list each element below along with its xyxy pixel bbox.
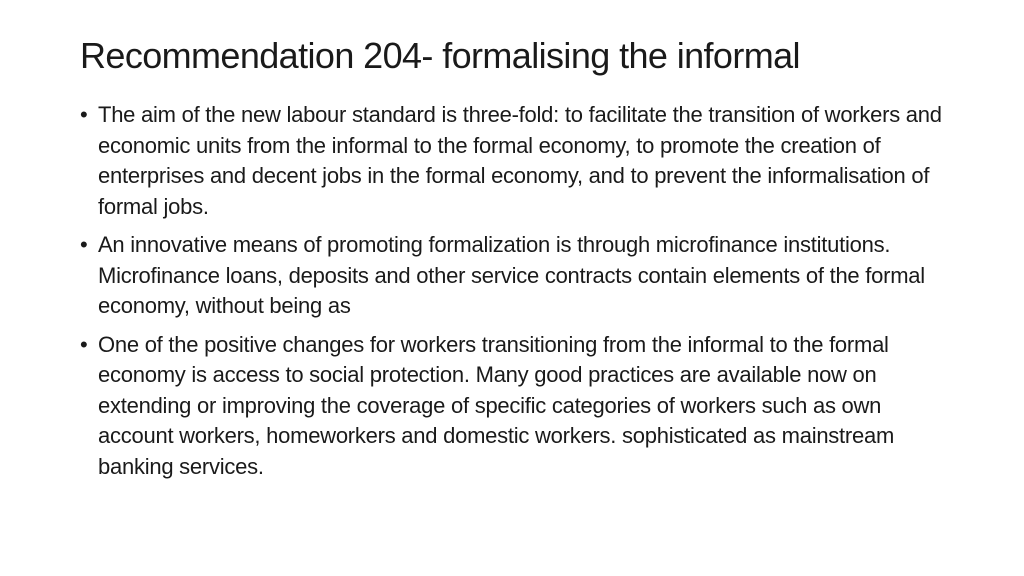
bullet-list [80, 100, 950, 490]
bullet-text: One of the positive changes for workers transitioning from the informal to the formal economy is access to social protection. Many good practices are available now on extending or improving the coverage of specific categories of workers such as own account workers, homeworkers and domestic workers. sophisticated as mainstream banking services. [98, 331, 895, 479]
bullet-icon: • [80, 331, 88, 357]
bullet-icon: • [80, 102, 88, 127]
bullet-icon: • [80, 232, 88, 257]
bullet-item [80, 100, 950, 222]
bullet-item [80, 330, 950, 483]
bullet-text: The aim of the new labour standard is three-fold: to facilitate the transition of workers and economic units from the informal to the formal economy, to promote the creation of enterprises and decent jobs in the formal economy, and to prevent the informalisation of formal jobs. [98, 102, 942, 219]
slide-title: Recommendation 204- formalising the informal [80, 35, 800, 76]
bullet-item [80, 230, 950, 322]
bullet-text: An innovative means of promoting formalization is through microfinance institutions. Microfinance loans, deposits and other service contracts contain elements of the formal economy, without being as [98, 232, 925, 318]
